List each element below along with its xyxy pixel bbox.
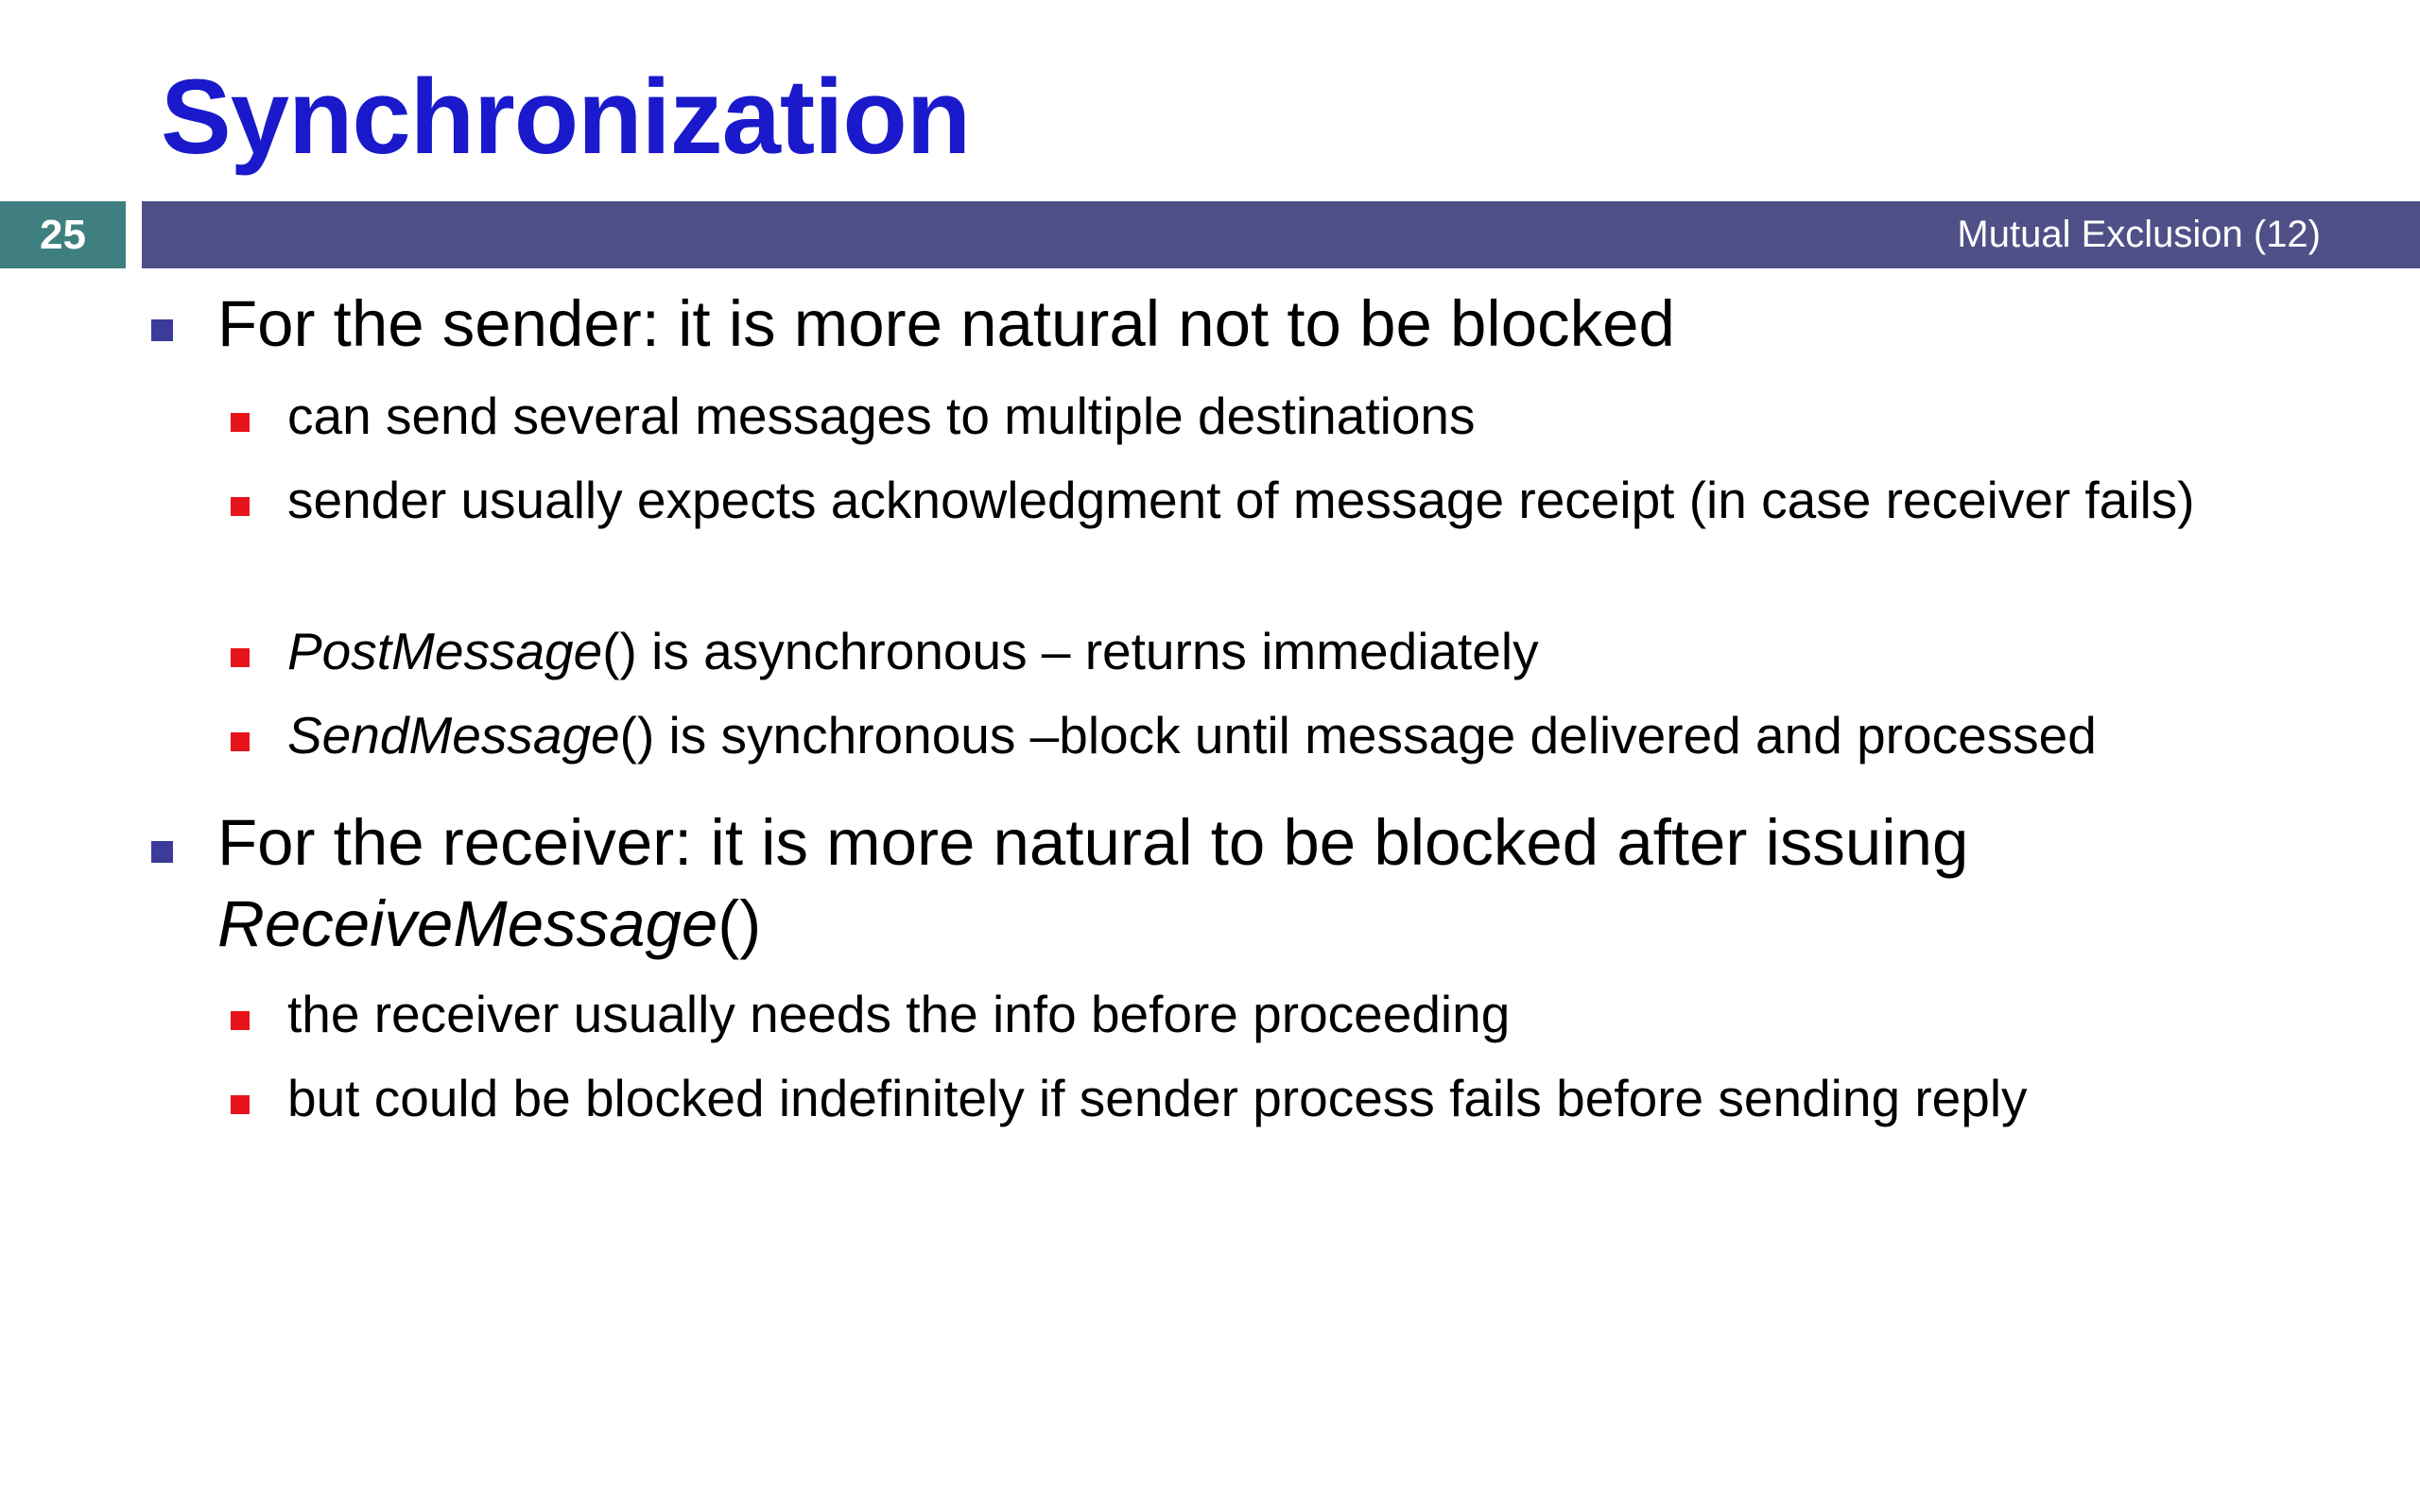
bullet-square-icon [151,319,173,341]
sub-bullet-multiple-destinations [287,383,2273,449]
sub-bullet-square-icon [231,1095,250,1114]
bullet-receiver-suffix: () [717,887,762,960]
sub-bullet-text: () is asynchronous – returns immediately [602,622,1539,680]
sub-bullet-text: () is synchronous –block until message delivered and processed [619,706,2097,765]
sub-bullet-square-icon [231,648,250,667]
sub-bullet-sendmessage [287,702,2273,768]
sub-bullet-text: the receiver usually needs the info before proceeding [287,985,1511,1043]
bullet-receiver [217,802,2344,965]
sub-bullet-needs-info [287,981,2273,1047]
sub-bullet-square-icon [231,732,250,751]
slide-number [0,201,126,268]
sub-bullet-acknowledgment [287,467,2273,533]
sub-bullet-square-icon [231,497,250,516]
sub-bullet-square-icon [231,413,250,432]
bullet-receiver-text: For the receiver: it is more natural to be blocked after issuing [217,806,1969,879]
sub-bullet-blocked-indefinitely [287,1065,2273,1131]
sub-bullet-text: can send several messages to multiple destinations [287,387,1476,445]
slide-title: Synchronization [161,58,971,176]
sub-bullet-postmessage [287,618,2273,684]
bullet-sender-text: For the sender: it is more natural not to be blocked [217,287,1675,360]
slide-number-text: 25 [40,211,86,258]
bullet-sender [217,284,2344,365]
sub-bullet-function-name: SendMessage [287,706,620,765]
sub-bullet-text: sender usually expects acknowledgment of message receipt (in case receiver fails) [287,471,2195,529]
header-bar [142,201,2420,268]
sub-bullet-function-name: PostMessage [287,622,603,680]
sub-bullet-square-icon [231,1011,250,1030]
bullet-receiver-function-name: ReceiveMessage [217,887,718,960]
bullet-square-icon [151,841,173,863]
section-label: Mutual Exclusion (12) [1957,214,2321,255]
sub-bullet-text: but could be blocked indefinitely if sender process fails before sending reply [287,1069,2028,1127]
